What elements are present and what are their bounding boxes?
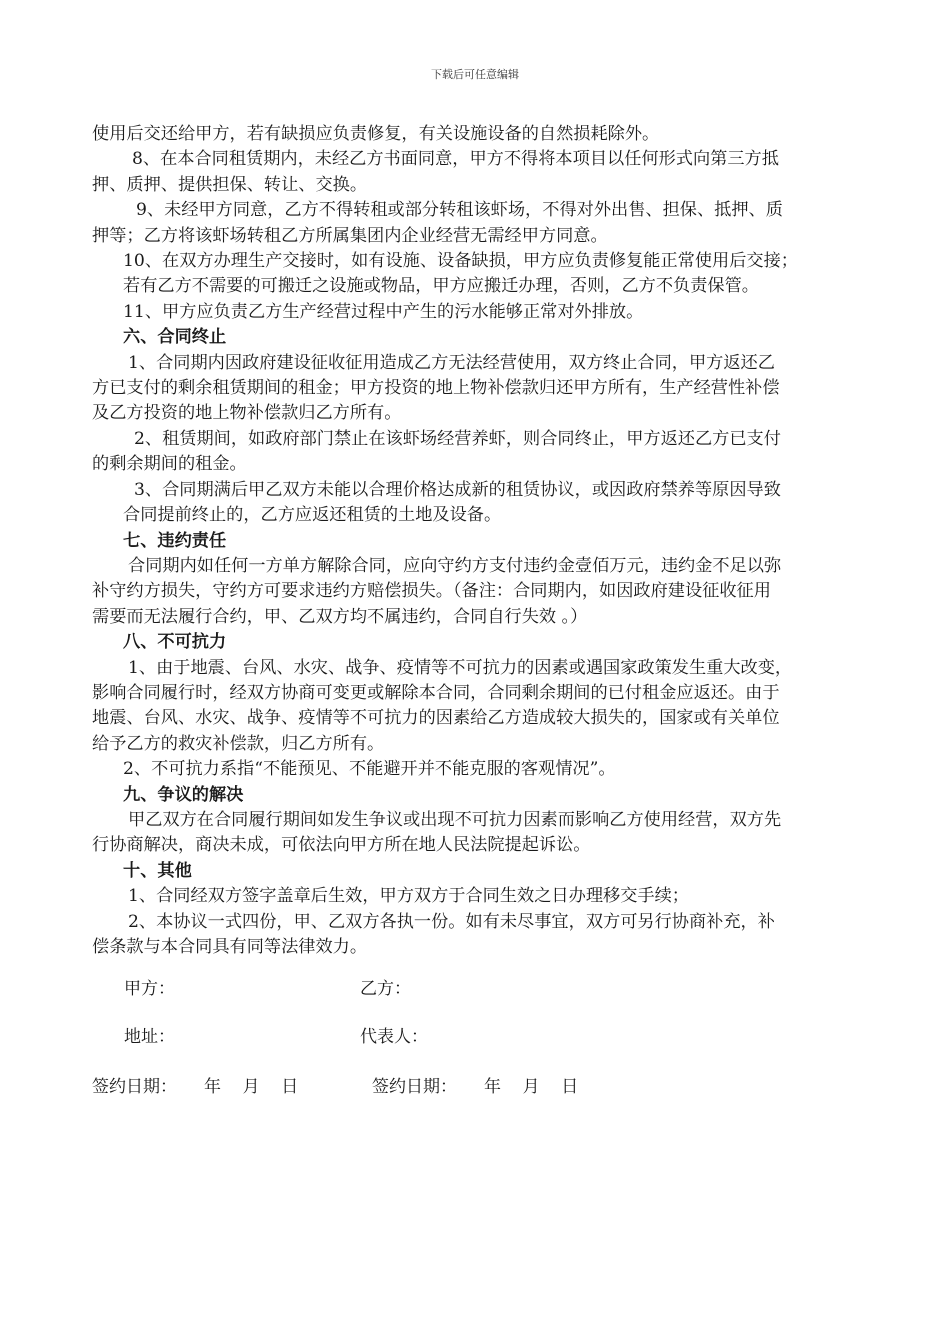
paragraph-line: 1、由于地震、台风、水灾、战争、疫情等不可抗力的因素或遇国家政策发生重大改变， [128, 657, 793, 678]
paragraph-line: 3、合同期满后甲乙双方未能以合理价格达成新的租赁协议，或因政府禁养等原因导致 [134, 479, 781, 500]
paragraph-line: 需要而无法履行合约，甲、乙双方均不属违约，合同自行失效 。） [92, 606, 588, 627]
paragraph-line: 1、合同经双方签字盖章后生效，甲方双方于合同生效之日办理移交手续； [128, 886, 689, 907]
section-heading: 六、合同终止 [123, 327, 227, 348]
paragraph-line: 合同提前终止的，乙方应返还租赁的土地及设备。 [123, 505, 502, 526]
paragraph-line: 9、未经甲方同意，乙方不得转租或部分转租该虾场，不得对外出售、担保、抵押、质 [136, 200, 783, 221]
party-b-label: 乙方： [360, 979, 411, 999]
address-label: 地址： [124, 1027, 175, 1047]
paragraph-line: 若有乙方不需要的可搬迁之设施或物品，甲方应搬迁办理，否则，乙方不负责保管。 [123, 276, 759, 297]
section-heading: 十、其他 [123, 860, 192, 881]
paragraph-line: 的剩余期间的租金。 [92, 454, 247, 475]
paragraph-line: 甲乙双方在合同履行期间如发生争议或出现不可抗力因素而影响乙方使用经营，双方先 [128, 809, 782, 830]
paragraph-line: 使用后交还给甲方，若有缺损应负责修复，有关设施设备的自然损耗除外。 [92, 124, 660, 144]
signing-date-b: 签约日期： 年 月 日 [372, 1077, 579, 1097]
party-a-label: 甲方： [124, 979, 175, 999]
section-heading: 九、争议的解决 [123, 784, 244, 805]
paragraph-line: 押等；乙方将该虾场转租乙方所属集团内企业经营无需经甲方同意。 [92, 225, 608, 246]
paragraph-line: 11、甲方应负责乙方生产经营过程中产生的污水能够正常对外排放。 [123, 301, 644, 322]
paragraph-line: 及乙方投资的地上物补偿款归乙方所有。 [92, 403, 402, 424]
paragraph-line: 押、质押、提供担保、转让、交换。 [92, 174, 368, 195]
paragraph-line: 方已支付的剩余租赁期间的租金；甲方投资的地上物补偿款归还甲方所有，生产经营性补偿 [92, 378, 780, 399]
paragraph-line: 1、合同期内因政府建设征收征用造成乙方无法经营使用，双方终止合同，甲方返还乙 [128, 352, 775, 373]
paragraph-line: 影响合同履行时，经双方协商可变更或解除本合同，合同剩余期间的已付租金应返还。由于 [92, 682, 780, 703]
paragraph-line: 10、在双方办理生产交接时，如有设施、设备缺损，甲方应负责修复能正常使用后交接； [123, 251, 798, 272]
signing-date-a: 签约日期： 年 月 日 [92, 1077, 299, 1097]
paragraph-line: 2、本协议一式四份，甲、乙双方各执一份。如有未尽事宜，双方可另行协商补充，补 [128, 911, 775, 932]
section-heading: 八、不可抗力 [123, 632, 227, 653]
paragraph-line: 8、在本合同租赁期内，未经乙方书面同意，甲方不得将本项目以任何形式向第三方抵 [132, 149, 779, 170]
paragraph-line: 2、租赁期间，如政府部门禁止在该虾场经营养虾，则合同终止，甲方返还乙方已支付 [134, 428, 781, 449]
contract-body [92, 122, 870, 960]
paragraph-line: 补守约方损失，守约方可要求违约方赔偿损失。（备注：合同期内，如因政府建设征收征用 [92, 581, 771, 602]
paragraph-line: 偿条款与本合同具有同等法律效力。 [92, 937, 368, 957]
page-header-note: 下载后可任意编辑 [431, 68, 519, 81]
section-heading: 七、违约责任 [123, 530, 227, 551]
paragraph-line: 行协商解决，商决未成，可依法向甲方所在地人民法院提起诉讼。 [92, 835, 591, 856]
paragraph-line: 合同期内如任何一方单方解除合同，应向守约方支付违约金壹佰万元，违约金不足以弥 [128, 555, 782, 576]
representative-label: 代表人： [360, 1027, 428, 1047]
paragraph-line: 地震、台风、水灾、战争、疫情等不可抗力的因素给乙方造成较大损失的，国家或有关单位 [92, 708, 780, 729]
paragraph-line: 2、不可抗力系指“不能预见、不能避开并不能克服的客观情况”。 [123, 759, 616, 780]
paragraph-line: 给予乙方的救灾补偿款，归乙方所有。 [92, 733, 385, 754]
